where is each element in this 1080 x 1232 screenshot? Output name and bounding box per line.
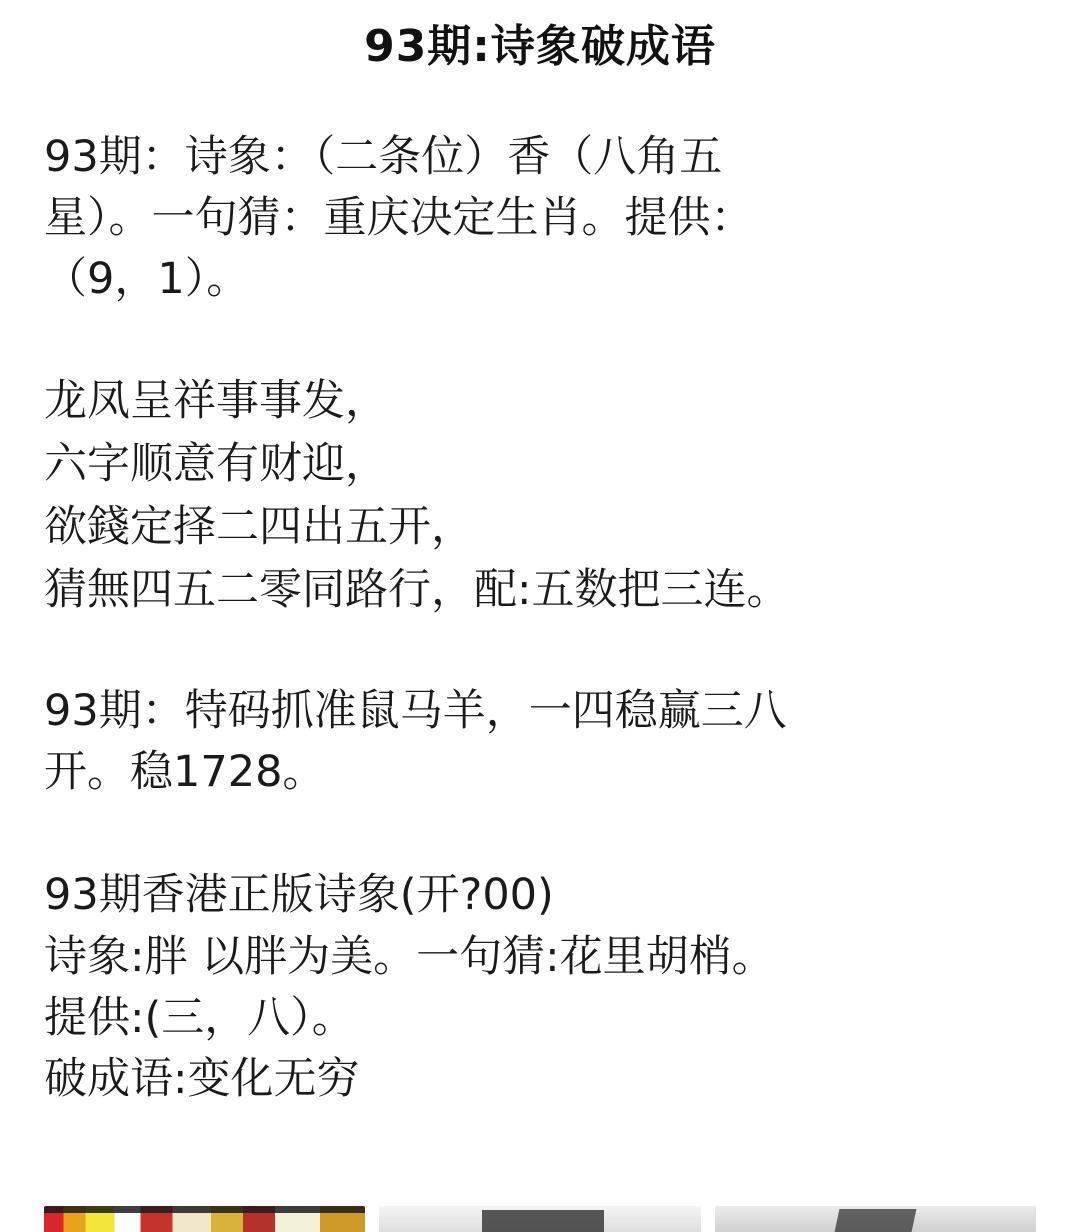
paragraph-line: 破成语:变化无穷: [44, 1053, 360, 1104]
verse-line: 欲錢定择二四出五开，: [44, 501, 474, 552]
verse-line: 龙凤呈祥事事发，: [44, 376, 388, 427]
paragraph-line: 诗象:胖 以胖为美。一句猜:花里胡梢。: [44, 931, 775, 982]
thumbnail-gray-image[interactable]: [379, 1206, 700, 1232]
paragraph-line: 开。稳1728。: [44, 747, 326, 798]
paragraph-verse: [44, 370, 1036, 621]
paragraph-line: （9，1）。: [44, 254, 250, 305]
thumbnail-colorful-poster[interactable]: [44, 1206, 365, 1232]
thumbnail-dark-image[interactable]: [715, 1206, 1036, 1232]
paragraph-line: 星）。一句猜：重庆决定生肖。提供：: [44, 193, 754, 244]
page-title: 93期:诗象破成语: [364, 21, 716, 72]
document-page: [0, 8, 1080, 1232]
paragraph-line: 93期：诗象：（二条位）香（八角五: [44, 132, 723, 183]
thumbnail-strip: [44, 1206, 1036, 1232]
verse-line: 猜無四五二零同路行，配:五数把三连。: [44, 564, 790, 615]
verse-line: 六字顺意有财迎，: [44, 439, 388, 490]
paragraph-special-code: [44, 681, 1036, 803]
paragraph-line: 提供:(三，八）。: [44, 992, 355, 1043]
paragraph-line: 93期：特码抓准鼠马羊，一四稳赢三八: [44, 686, 787, 737]
paragraph-hongkong-edition: [44, 865, 1036, 1109]
paragraph-line: 93期香港正版诗象(开?00): [44, 870, 554, 921]
paragraph-riddle-intro: [44, 127, 1036, 310]
